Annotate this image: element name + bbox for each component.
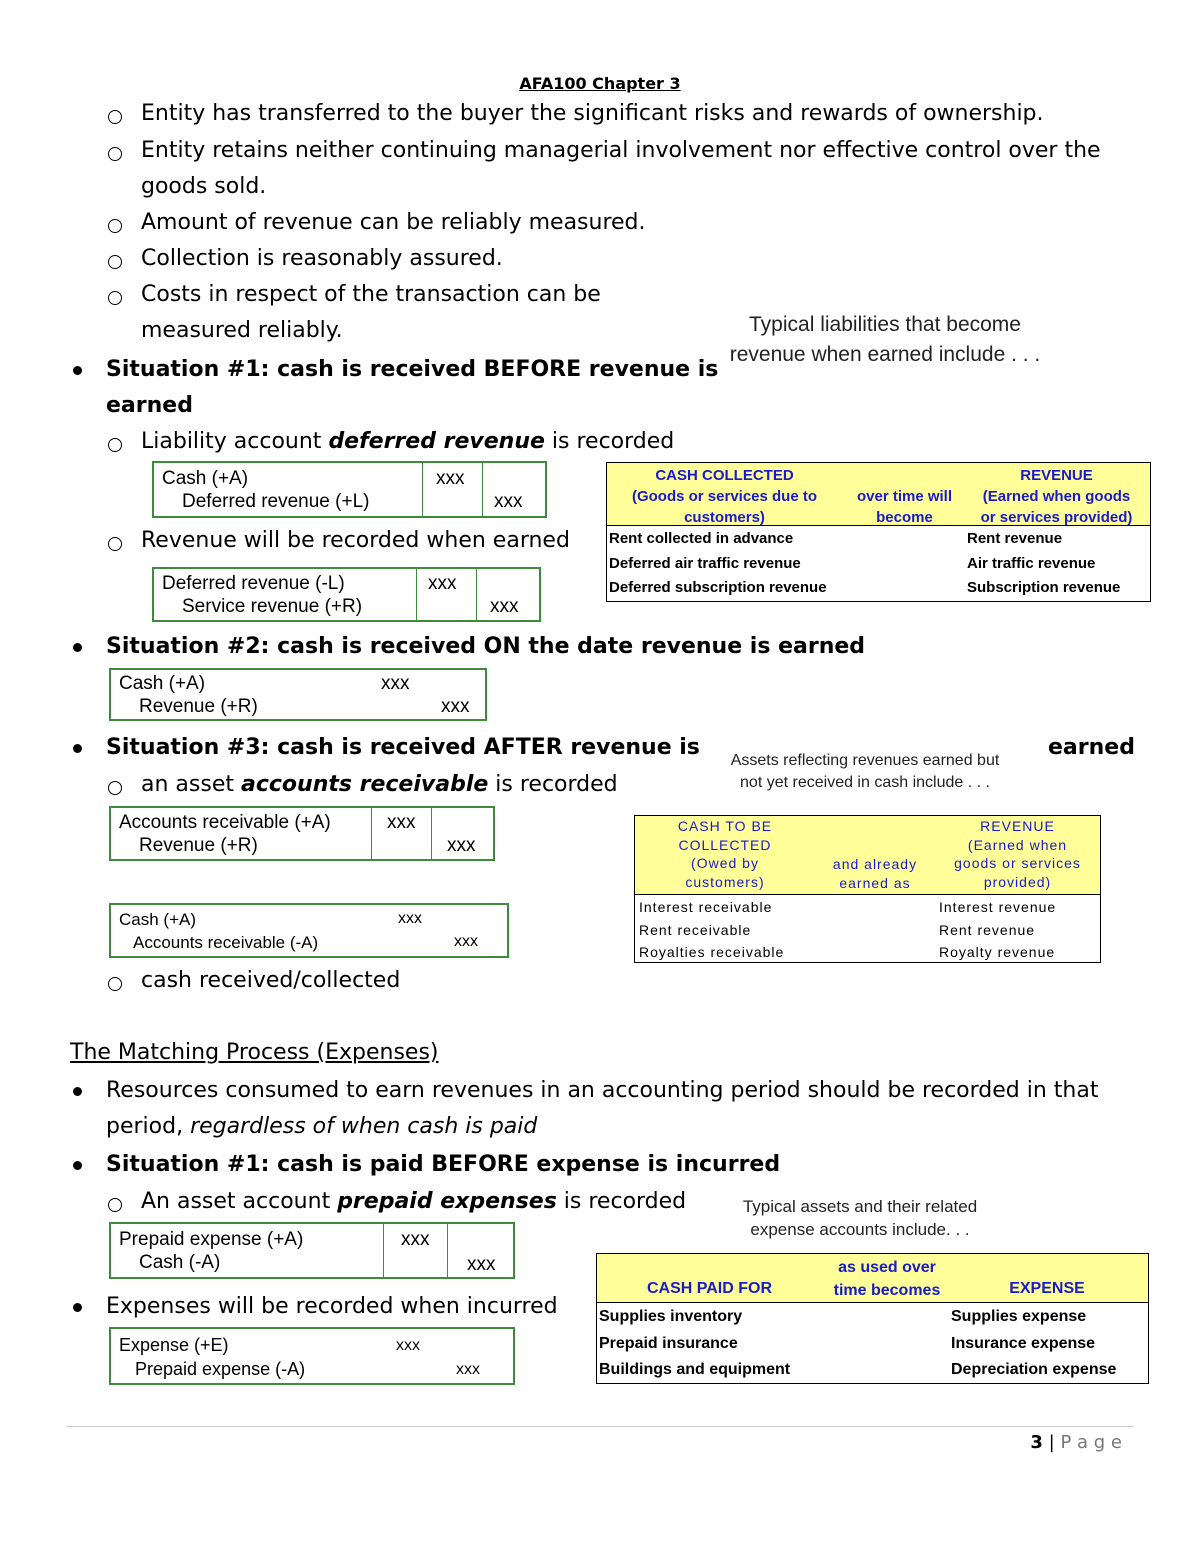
bullet-icon xyxy=(73,366,82,375)
je-credit: Service revenue (+R) xyxy=(182,596,363,617)
matching-bullet-3: Expenses will be recorded when incurred xyxy=(106,1294,558,1319)
circle-bullet-icon xyxy=(108,1198,122,1212)
expenses-caption: Typical assets and their related expense accounts include. . . xyxy=(742,1197,978,1239)
rev-sit1-sub1: Liability account deferred revenue is recorded xyxy=(141,429,675,454)
criterion-5-cont: measured reliably. xyxy=(141,318,343,343)
page-label: P a g e xyxy=(1060,1432,1122,1453)
criterion-5: Costs in respect of the transaction can be xyxy=(141,282,601,307)
journal-entry-deferred-service xyxy=(152,567,541,622)
je-dr-amount: xxx xyxy=(398,910,422,927)
je-cr-amount: xxx xyxy=(447,835,476,856)
liabilities-caption: Typical liabilities that become revenue when earned include . . . xyxy=(729,313,1041,366)
circle-bullet-icon xyxy=(108,219,122,233)
criterion-1: Entity has transferred to the buyer the significant risks and rewards of ownership. xyxy=(141,101,1044,126)
table-row-col2: Insurance expense xyxy=(951,1335,1096,1352)
circle-bullet-icon xyxy=(108,255,122,269)
header-used-over-time: as used over time becomes xyxy=(833,1259,941,1299)
bullet-icon xyxy=(73,643,82,652)
table-row-col2: Air traffic revenue xyxy=(967,555,1096,572)
circle-bullet-icon xyxy=(108,147,122,161)
header-expense: EXPENSE xyxy=(1009,1280,1085,1297)
rev-sit1-sub2: Revenue will be recorded when earned xyxy=(141,528,570,553)
je-dr-amount: xxx xyxy=(381,673,410,694)
table-row-col1: Rent receivable xyxy=(639,922,752,938)
criterion-3: Amount of revenue can be reliably measured. xyxy=(141,210,646,235)
je-debit: Cash (+A) xyxy=(119,910,196,929)
je-dr-amount: xxx xyxy=(428,573,457,594)
table-row-col2: Depreciation expense xyxy=(951,1361,1117,1378)
table-row-col1: Supplies inventory xyxy=(599,1308,743,1325)
rev-situation-3: Situation #3: cash is received AFTER revenue is xyxy=(106,735,700,760)
matching-bullet-2: Situation #1: cash is paid BEFORE expense is incurred xyxy=(106,1152,781,1177)
bullet-icon xyxy=(73,1087,82,1096)
je-credit: Accounts receivable (-A) xyxy=(133,933,319,952)
je-credit: Revenue (+R) xyxy=(139,696,258,717)
header-revenue: REVENUE (Earned when goods or services provided) xyxy=(954,818,1081,890)
header-cash-collected: CASH COLLECTED (Goods or services due to customers) xyxy=(631,467,818,526)
rev-sit3-sub2: cash received/collected xyxy=(141,968,401,993)
rev-situation-3-tail: earned xyxy=(1048,735,1135,760)
je-dr-amount: xxx xyxy=(396,1337,420,1354)
je-debit: Deferred revenue (-L) xyxy=(162,573,345,594)
table-row-col2: Supplies expense xyxy=(951,1308,1087,1325)
criterion-2-cont: goods sold. xyxy=(141,174,267,199)
header-over-time: over time will become xyxy=(856,488,953,526)
je-dr-amount: xxx xyxy=(387,812,416,833)
je-credit: Cash (-A) xyxy=(139,1252,221,1273)
header-cash-paid-for: CASH PAID FOR xyxy=(646,1280,773,1297)
je-cr-amount: xxx xyxy=(441,696,470,717)
circle-bullet-icon xyxy=(108,291,122,305)
je-debit: Cash (+A) xyxy=(162,468,249,489)
je-credit: Prepaid expense (-A) xyxy=(135,1359,306,1379)
bullet-icon xyxy=(73,744,82,753)
page-number: 3 xyxy=(1030,1432,1043,1453)
circle-bullet-icon xyxy=(108,537,122,551)
circle-bullet-icon xyxy=(108,781,122,795)
criterion-4: Collection is reasonably assured. xyxy=(141,246,503,271)
rev-sit3-sub1: an asset accounts receivable is recorded xyxy=(141,772,618,797)
page-footer: 3 | P a g e xyxy=(1030,1432,1122,1453)
je-debit: Prepaid expense (+A) xyxy=(119,1229,304,1250)
header-cash-to-be-collected: CASH TO BE COLLECTED (Owed by customers) xyxy=(677,818,773,890)
je-debit: Expense (+E) xyxy=(119,1335,229,1355)
page-header: AFA100 Chapter 3 xyxy=(519,74,681,93)
journal-entry-cash-deferred xyxy=(152,461,547,518)
bullet-icon xyxy=(73,1303,82,1312)
rev-situation-2: Situation #2: cash is received ON the date revenue is earned xyxy=(106,634,866,659)
je-credit: Deferred revenue (+L) xyxy=(182,491,370,512)
criterion-2: Entity retains neither continuing managerial involvement nor effective control over the xyxy=(141,138,1101,163)
table-row-col2: Subscription revenue xyxy=(967,579,1121,596)
assets-table xyxy=(634,815,1101,963)
table-row-col1: Rent collected in advance xyxy=(609,530,794,547)
je-debit: Accounts receivable (+A) xyxy=(119,812,331,833)
table-row-col1: Prepaid insurance xyxy=(599,1335,738,1352)
header-already-earned: and already earned as xyxy=(832,856,918,891)
table-row-col1: Deferred subscription revenue xyxy=(609,579,827,596)
journal-entry-cash-revenue xyxy=(109,668,487,721)
je-cr-amount: xxx xyxy=(490,596,519,617)
section-title-matching: The Matching Process (Expenses) xyxy=(70,1040,439,1065)
table-row-col2: Royalty revenue xyxy=(939,944,1056,960)
matching-bullet-1-cont: period, regardless of when cash is paid xyxy=(106,1114,538,1139)
table-row-col1: Royalties receivable xyxy=(639,944,785,960)
journal-entry-cash-ar xyxy=(109,903,509,958)
table-row-col1: Buildings and equipment xyxy=(599,1361,791,1378)
je-cr-amount: xxx xyxy=(456,1361,480,1378)
journal-entry-ar-revenue xyxy=(109,806,495,861)
je-cr-amount: xxx xyxy=(467,1254,496,1275)
matching-bullet-1: Resources consumed to earn revenues in an accounting period should be recorded in that xyxy=(106,1078,1099,1103)
rev-situation-1: Situation #1: cash is received BEFORE revenue is xyxy=(106,357,719,382)
je-dr-amount: xxx xyxy=(436,468,465,489)
circle-bullet-icon xyxy=(108,110,122,124)
je-credit: Revenue (+R) xyxy=(139,835,258,856)
liabilities-table xyxy=(606,462,1151,602)
circle-bullet-icon xyxy=(108,977,122,991)
table-row-col2: Rent revenue xyxy=(967,530,1063,547)
table-row-col2: Interest revenue xyxy=(939,899,1057,915)
bullet-icon xyxy=(73,1161,82,1170)
footer-divider xyxy=(66,1426,1134,1427)
table-row-col1: Deferred air traffic revenue xyxy=(609,555,801,572)
rev-situation-1-cont: earned xyxy=(106,393,193,418)
je-debit: Cash (+A) xyxy=(119,673,206,694)
header-revenue: REVENUE (Earned when goods or services provided) xyxy=(980,467,1133,526)
je-cr-amount: xxx xyxy=(494,491,523,512)
je-cr-amount: xxx xyxy=(454,933,478,950)
assets-caption: Assets reflecting revenues earned but not yet received in cash include . . . xyxy=(730,752,1000,791)
circle-bullet-icon xyxy=(108,438,122,452)
table-row-col2: Rent revenue xyxy=(939,922,1036,938)
table-row-col1: Interest receivable xyxy=(639,899,773,915)
journal-entry-expense-prepaid xyxy=(109,1327,515,1385)
je-dr-amount: xxx xyxy=(401,1229,430,1250)
journal-entry-prepaid-cash xyxy=(109,1222,515,1279)
expenses-table xyxy=(596,1253,1149,1384)
matching-sub-1: An asset account prepaid expenses is recorded xyxy=(141,1189,687,1214)
